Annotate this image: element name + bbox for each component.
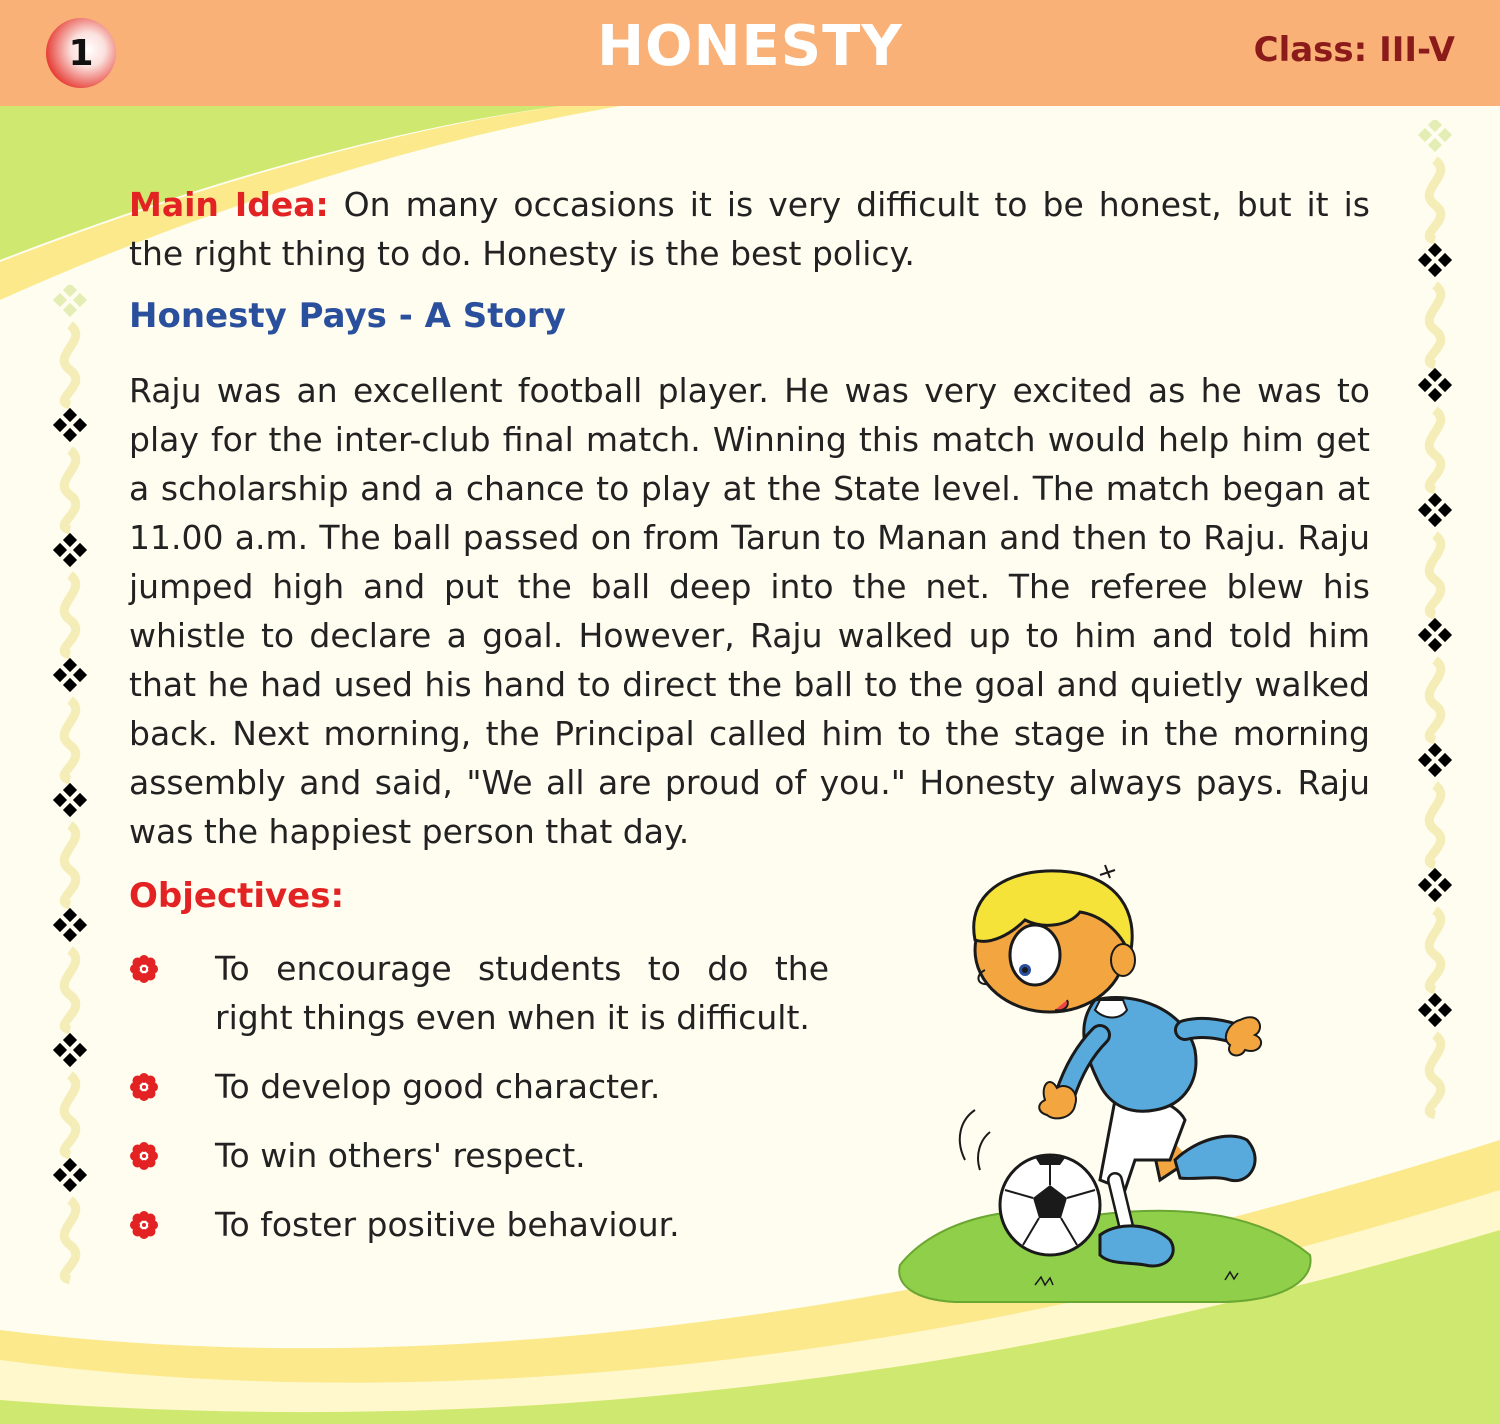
objective-item: [129, 1062, 829, 1111]
main-idea: [129, 180, 1370, 278]
objectives-title: Objectives:: [129, 876, 345, 916]
flower-bullet-icon: [129, 954, 159, 984]
objective-item: [129, 944, 829, 1042]
content-area: [129, 180, 1370, 1244]
flower-bullet-icon: [129, 1072, 159, 1102]
objective-text: To foster positive behaviour.: [215, 1205, 680, 1244]
boy-football-illustration: [895, 860, 1320, 1310]
objective-text: To win others' respect.: [215, 1136, 586, 1175]
objective-text: To develop good character.: [215, 1067, 661, 1106]
story-text: Raju was an excellent football player. He was very excited as he was to play for the inter-club final match. Winning this match would help him get a scholarship and a chance to play at the State level. The match began at 11.00 a.m. The ball passed on from Tarun to Manan and then to Raju. Raju jumped high and put the ball deep into the net. The referee blew his whistle to declare a goal. However, Raju walked up to him and told him that he had used his hand to direct the ball to the goal and quietly walked back. Next morning, the Principal called him to the stage in the morning assembly and said, "We all are proud of you." Honesty always pays. Raju was the happiest person that day.: [129, 371, 1370, 851]
story-title: Honesty Pays - A Story: [129, 296, 566, 336]
objective-item: [129, 1200, 829, 1249]
flower-bullet-icon: [129, 1210, 159, 1240]
objective-item: [129, 1131, 829, 1180]
chapter-number-badge: 1: [46, 18, 116, 88]
left-border-ornament: [45, 285, 95, 1295]
page-title: HONESTY: [597, 14, 903, 79]
right-border-ornament: [1410, 120, 1460, 1120]
page-header: [0, 0, 1500, 106]
main-idea-label: Main Idea:: [129, 185, 329, 224]
objective-text: To encourage students to do the right things even when it is difficult.: [215, 949, 829, 1037]
flower-bullet-icon: [129, 1141, 159, 1171]
main-idea-text: On many occasions it is very difficult to be honest, but it is the right thing to do. Honesty is the best policy.: [129, 185, 1370, 273]
objectives-list: [129, 944, 829, 1269]
class-label: Class: III-V: [1253, 30, 1455, 70]
